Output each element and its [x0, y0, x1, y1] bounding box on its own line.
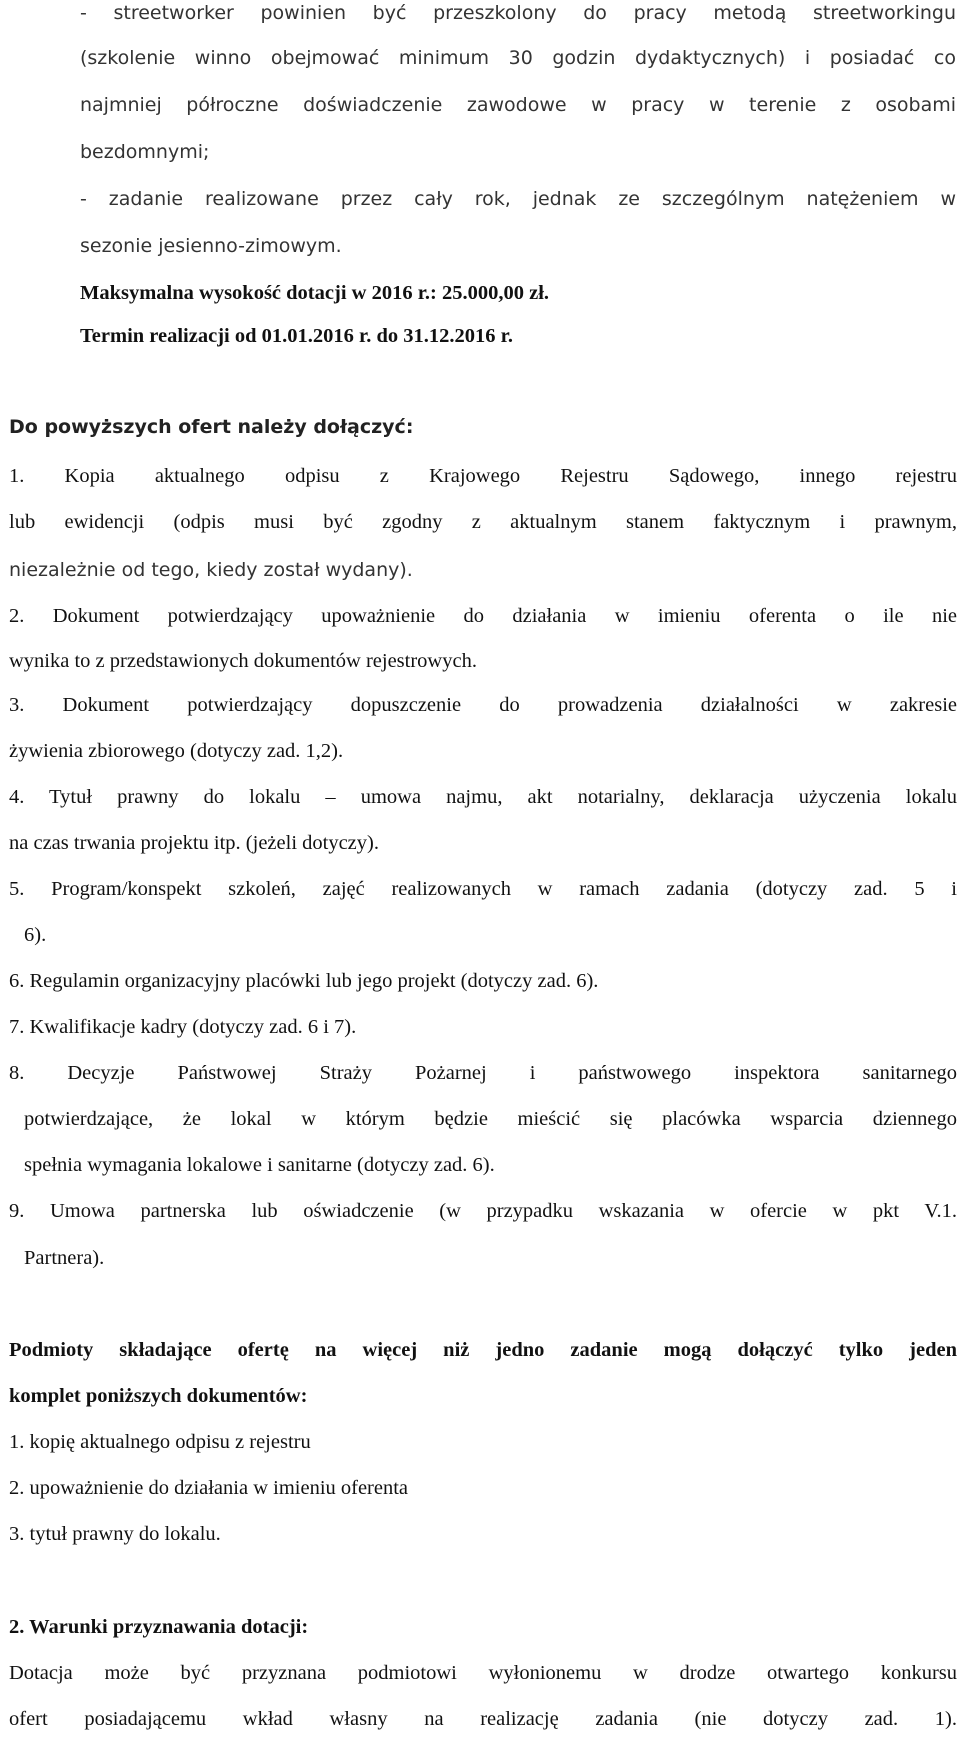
document-line: najmniej półroczne doświadczenie zawodowe w pracy w terenie z osobami — [80, 94, 956, 116]
document-line: - streetworker powinien być przeszkolony do pracy metodą streetworkingu — [80, 2, 956, 24]
document-line: 2. upoważnienie do działania w imieniu oferenta — [9, 1477, 409, 1499]
document-line: ofert posiadającemu wkład własny na realizację zadania (nie dotyczy zad. 1). — [9, 1708, 957, 1730]
document-line: wynika to z przedstawionych dokumentów rejestrowych. — [9, 650, 477, 672]
document-line: komplet poniższych dokumentów: — [9, 1385, 308, 1407]
document-line: na czas trwania projektu itp. (jeżeli dotyczy). — [9, 832, 379, 854]
document-line: 9. Umowa partnerska lub oświadczenie (w przypadku wskazania w ofercie w pkt V.1. — [9, 1200, 957, 1222]
document-line: Partnera). — [24, 1247, 105, 1269]
document-line: 2. Warunki przyznawania dotacji: — [9, 1616, 309, 1638]
document-line: 4. Tytuł prawny do lokalu – umowa najmu, akt notarialny, deklaracja użyczenia lokalu — [9, 786, 957, 808]
document-line: potwierdzające, że lokal w którym będzie mieścić się placówka wsparcia dziennego — [24, 1108, 957, 1130]
document-line: Do powyższych ofert należy dołączyć: — [9, 416, 414, 438]
document-line: Dotacja może być przyznana podmiotowi wyłonionemu w drodze otwartego konkursu — [9, 1662, 957, 1684]
document-line: lub ewidencji (odpis musi być zgodny z aktualnym stanem faktycznym i prawnym, — [9, 511, 957, 533]
document-line: 1. kopię aktualnego odpisu z rejestru — [9, 1431, 311, 1453]
document-line: 3. Dokument potwierdzający dopuszczenie do prowadzenia działalności w zakresie — [9, 694, 957, 716]
document-line: żywienia zbiorowego (dotyczy zad. 1,2). — [9, 740, 344, 762]
document-line: 6). — [24, 924, 47, 946]
document-line: 7. Kwalifikacje kadry (dotyczy zad. 6 i 7). — [9, 1016, 357, 1038]
document-line: Maksymalna wysokość dotacji w 2016 r.: 25.000,00 zł. — [80, 282, 550, 304]
document-line: (szkolenie winno obejmować minimum 30 godzin dydaktycznych) i posiadać co — [80, 47, 956, 69]
document-line: niezależnie od tego, kiedy został wydany). — [9, 559, 413, 581]
document-line: sezonie jesienno-zimowym. — [80, 235, 342, 257]
document-line: 1. Kopia aktualnego odpisu z Krajowego Rejestru Sądowego, innego rejestru — [9, 465, 957, 487]
document-line: Termin realizacji od 01.01.2016 r. do 31.12.2016 r. — [80, 325, 513, 347]
document-line: - zadanie realizowane przez cały rok, jednak ze szczególnym natężeniem w — [80, 188, 956, 210]
document-line: Podmioty składające ofertę na więcej niż jedno zadanie mogą dołączyć tylko jeden — [9, 1339, 957, 1361]
document-line: 3. tytuł prawny do lokalu. — [9, 1523, 221, 1545]
document-line: 5. Program/konspekt szkoleń, zajęć realizowanych w ramach zadania (dotyczy zad. 5 i — [9, 878, 957, 900]
document-line: spełnia wymagania lokalowe i sanitarne (dotyczy zad. 6). — [24, 1154, 495, 1176]
document-line: 2. Dokument potwierdzający upoważnienie do działania w imieniu oferenta o ile nie — [9, 605, 957, 627]
document-line: 8. Decyzje Państwowej Straży Pożarnej i państwowego inspektora sanitarnego — [9, 1062, 957, 1084]
document-line: bezdomnymi; — [80, 141, 210, 163]
document-line: 6. Regulamin organizacyjny placówki lub jego projekt (dotyczy zad. 6). — [9, 970, 599, 992]
